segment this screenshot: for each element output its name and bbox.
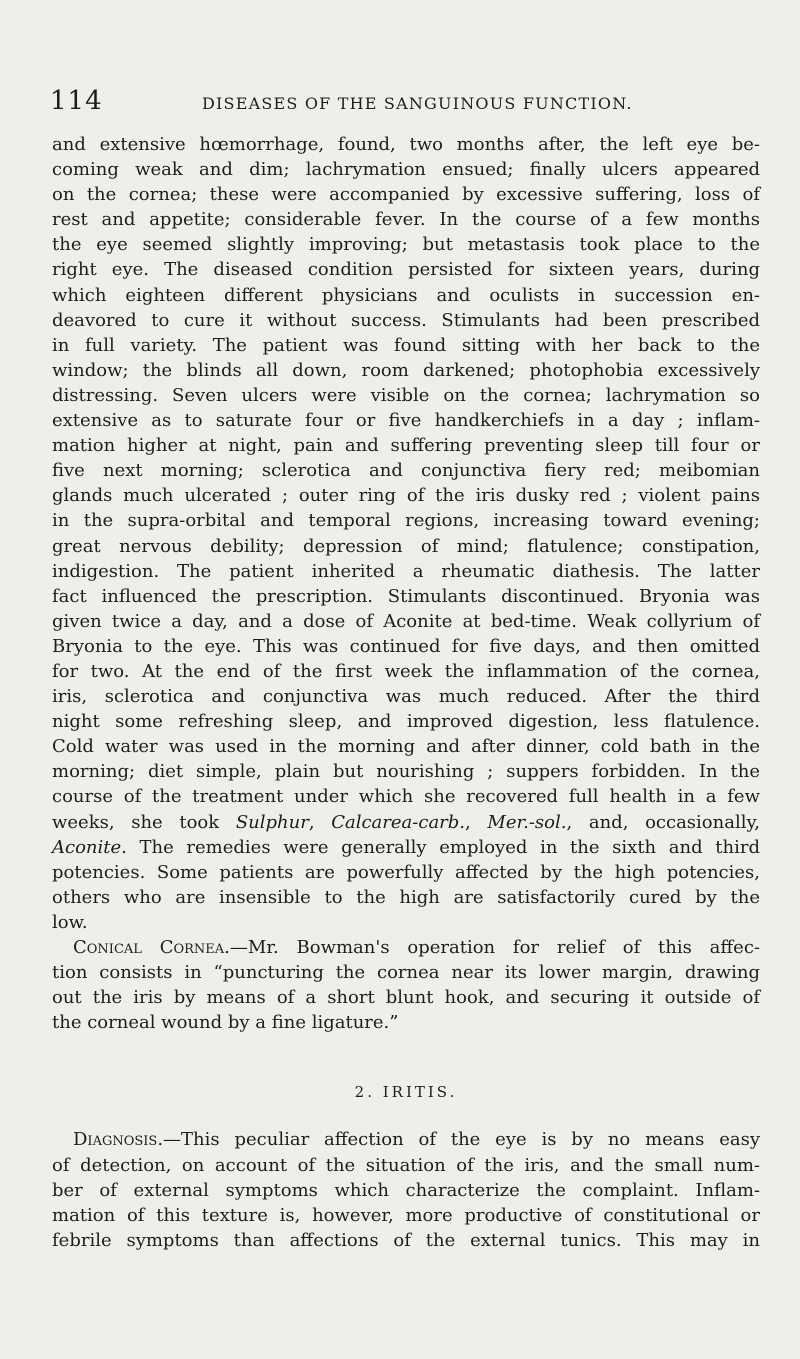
text-line: Bryonia to the eye. This was continued for five days, and then omitted — [52, 635, 760, 657]
text-line: extensive as to saturate four or five handkerchiefs in a day ; inflam- — [52, 410, 760, 432]
text-line: low. — [52, 911, 88, 933]
text-run: , — [465, 811, 488, 833]
text-line: window; the blinds all down, room darkened; photophobia excessively — [52, 359, 760, 381]
body-text — [52, 132, 760, 1253]
text-line: the eye seemed slightly improving; but metastasis took place to the — [52, 234, 760, 256]
text-line: great nervous debility; depression of mind; flatulence; constipation, — [52, 535, 760, 557]
remedy-calcarea: Calcarea-carb. — [331, 811, 466, 833]
text-line: which eighteen different physicians and oculists in succession en- — [52, 284, 760, 306]
text-line: Cold water was used in the morning and after dinner, cold bath in the — [52, 736, 760, 758]
text-line: the corneal wound by a fine ligature.” — [52, 1012, 399, 1034]
text-line: right eye. The diseased condition persisted for sixteen years, during — [52, 259, 760, 281]
text-line: ber of external symptoms which characterize the complaint. Inflam- — [52, 1179, 760, 1201]
text-line: distressing. Seven ulcers were visible on the cornea; lachrymation so — [52, 384, 760, 406]
text-line: deavored to cure it without success. Stimulants had been prescribed — [52, 309, 760, 331]
text-line: on the cornea; these were accompanied by excessive suffering, loss of — [52, 184, 760, 206]
text-line: indigestion. The patient inherited a rheumatic diathesis. The latter — [52, 560, 760, 582]
paragraph-case-report — [52, 132, 760, 935]
text-run: weeks, she took — [52, 811, 236, 833]
text-run: —This peculiar affection of the eye is by no means easy — [163, 1129, 760, 1151]
text-line: glands much ulcerated ; outer ring of the iris dusky red ; violent pains — [52, 485, 760, 507]
text-line: morning; diet simple, plain but nourishing ; suppers forbidden. In the — [52, 761, 760, 783]
text-line: and extensive hœmorrhage, found, two months after, the left eye be- — [52, 134, 760, 155]
remedy-aconite: Aconite — [52, 836, 122, 858]
text-line: febrile symptoms than affections of the external tunics. This may in — [52, 1229, 760, 1251]
remedy-mercurius: Mer.-sol. — [487, 811, 567, 833]
text-line: course of the treatment under which she recovered full health in a few — [52, 786, 760, 808]
text-line: iris, sclerotica and conjunctiva was much reduced. After the third — [52, 686, 760, 708]
text-line: out the iris by means of a short blunt hook, and securing it outside of — [52, 987, 760, 1009]
text-run: , — [308, 811, 332, 833]
text-run: —Mr. Bowman's operation for relief of this affec- — [229, 937, 761, 958]
remedy-sulphur: Sulphur — [235, 811, 309, 833]
text-run: . The remedies were generally employed in the sixth and third — [121, 836, 760, 858]
diagnosis-heading: Diagnosis. — [73, 1129, 164, 1151]
text-line: fact influenced the prescription. Stimulants discontinued. Bryonia was — [52, 585, 760, 607]
text-line: in full variety. The patient was found sitting with her back to the — [52, 334, 760, 356]
remedies-line — [52, 810, 760, 835]
paragraph-diagnosis — [52, 1127, 760, 1252]
diagnosis-first-line — [52, 1127, 760, 1152]
text-line: rest and appetite; considerable fever. In the course of a few months — [52, 209, 760, 231]
section-title-iritis: 2. IRITIS. — [354, 1083, 458, 1102]
text-line: mation of this texture is, however, more productive of constitutional or — [52, 1204, 760, 1226]
text-line: five next morning; sclerotica and conjunctiva fiery red; meibomian — [52, 460, 760, 482]
page-number: 114 — [50, 86, 103, 116]
text-line: others who are insensible to the high are satisfactorily cured by the — [52, 886, 760, 908]
text-line: tion consists in “puncturing the cornea near its lower margin, drawing — [52, 962, 760, 984]
conical-cornea-first-line — [52, 935, 760, 960]
conical-cornea-heading: Conical Cornea. — [73, 937, 230, 958]
paragraph-conical-cornea — [52, 935, 760, 1035]
aconite-line — [52, 835, 760, 860]
text-line: of detection, on account of the situation of the iris, and the small num- — [52, 1154, 760, 1176]
page-header — [50, 86, 770, 122]
text-line: potencies. Some patients are powerfully affected by the high potencies, — [52, 861, 760, 883]
text-run: , and, occasionally, — [566, 811, 760, 833]
text-line: in the supra-orbital and temporal regions, increasing toward evening; — [52, 510, 760, 532]
text-line: mation higher at night, pain and suffering preventing sleep till four or — [52, 435, 760, 457]
running-head: DISEASES OF THE SANGUINOUS FUNCTION. — [202, 94, 633, 113]
text-line: coming weak and dim; lachrymation ensued; finally ulcers appeared — [52, 159, 760, 181]
text-line: for two. At the end of the first week the inflammation of the cornea, — [52, 660, 760, 682]
text-line: given twice a day, and a dose of Aconite at bed-time. Weak collyrium of — [52, 610, 760, 632]
text-line: night some refreshing sleep, and improved digestion, less flatulence. — [52, 711, 760, 733]
